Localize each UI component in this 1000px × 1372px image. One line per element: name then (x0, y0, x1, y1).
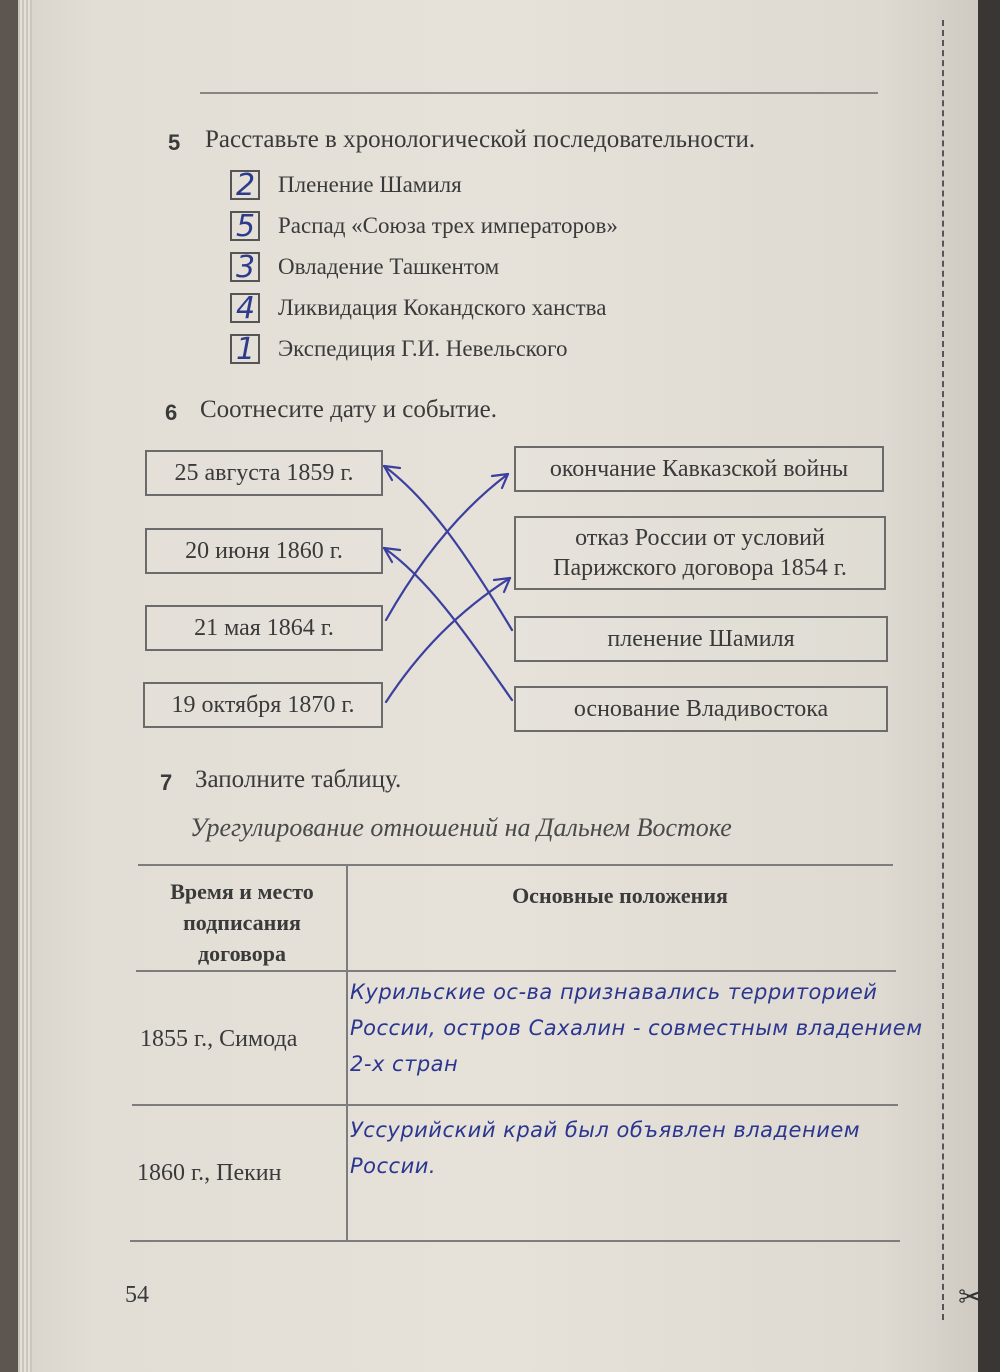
task7-number: 7 (160, 770, 173, 795)
task5-title: Расставьте в хронологической последовательности. (205, 126, 756, 153)
date-box[interactable]: 20 июня 1860 г. (145, 528, 383, 574)
answer-handwritten: 4 (236, 291, 256, 326)
date-box[interactable]: 21 мая 1864 г. (145, 605, 383, 651)
match-line (386, 474, 508, 620)
order-item-label: Экспедиция Г.И. Невельского (278, 336, 568, 361)
answer-handwritten: 3 (236, 250, 256, 285)
answer-handwritten: 5 (236, 209, 256, 244)
page-number: 54 (125, 1282, 149, 1308)
table-header-time-place: Время и место подписания договора (170, 879, 314, 966)
table-cell-time-place: 1860 г., Пекин (137, 1160, 282, 1186)
date-box[interactable]: 19 октября 1870 г. (143, 682, 383, 728)
table-cell-time-place: 1855 г., Симода (140, 1026, 298, 1052)
table-caption: Урегулирование отношений на Дальнем Востоке (190, 813, 732, 842)
task6-number: 6 (165, 400, 178, 425)
task7-title: Заполните таблицу. (195, 766, 402, 793)
table-cell-handwritten-answer[interactable]: Курильские ос-ва признавались территорией России, остров Сахалин - совместным владением 2-х стран (350, 980, 923, 1076)
scissors-icon: ✂ (958, 1280, 984, 1315)
event-box[interactable]: окончание Кавказской войны (514, 446, 884, 492)
table-column-rule (346, 866, 348, 1241)
order-item-label: Распад «Союза трех императоров» (278, 213, 618, 238)
task5-number: 5 (168, 130, 181, 155)
order-item-label: Ликвидация Кокандского ханства (278, 295, 607, 320)
date-box[interactable]: 25 августа 1859 г. (145, 450, 383, 496)
event-box[interactable]: основание Владивостока (514, 686, 888, 732)
table-cell-handwritten-answer[interactable]: Уссурийский край был объявлен владением России. (350, 1118, 861, 1178)
table-bottom-rule (130, 1240, 900, 1242)
table-header-provisions: Основные положения (512, 883, 728, 908)
event-box[interactable]: отказ России от условий Парижского договора 1854 г. (514, 516, 886, 590)
table-top-rule (138, 864, 893, 866)
event-box[interactable]: пленение Шамиля (514, 616, 888, 662)
order-item-label: Пленение Шамиля (278, 172, 462, 197)
table-row-rule (132, 1104, 898, 1106)
answer-handwritten: 2 (236, 168, 256, 203)
match-line (384, 466, 512, 630)
answer-handwritten: 1 (236, 332, 256, 367)
order-item-label: Овладение Ташкентом (278, 254, 500, 279)
task6-title: Соотнесите дату и событие. (200, 396, 498, 423)
table-header-rule (136, 970, 896, 972)
